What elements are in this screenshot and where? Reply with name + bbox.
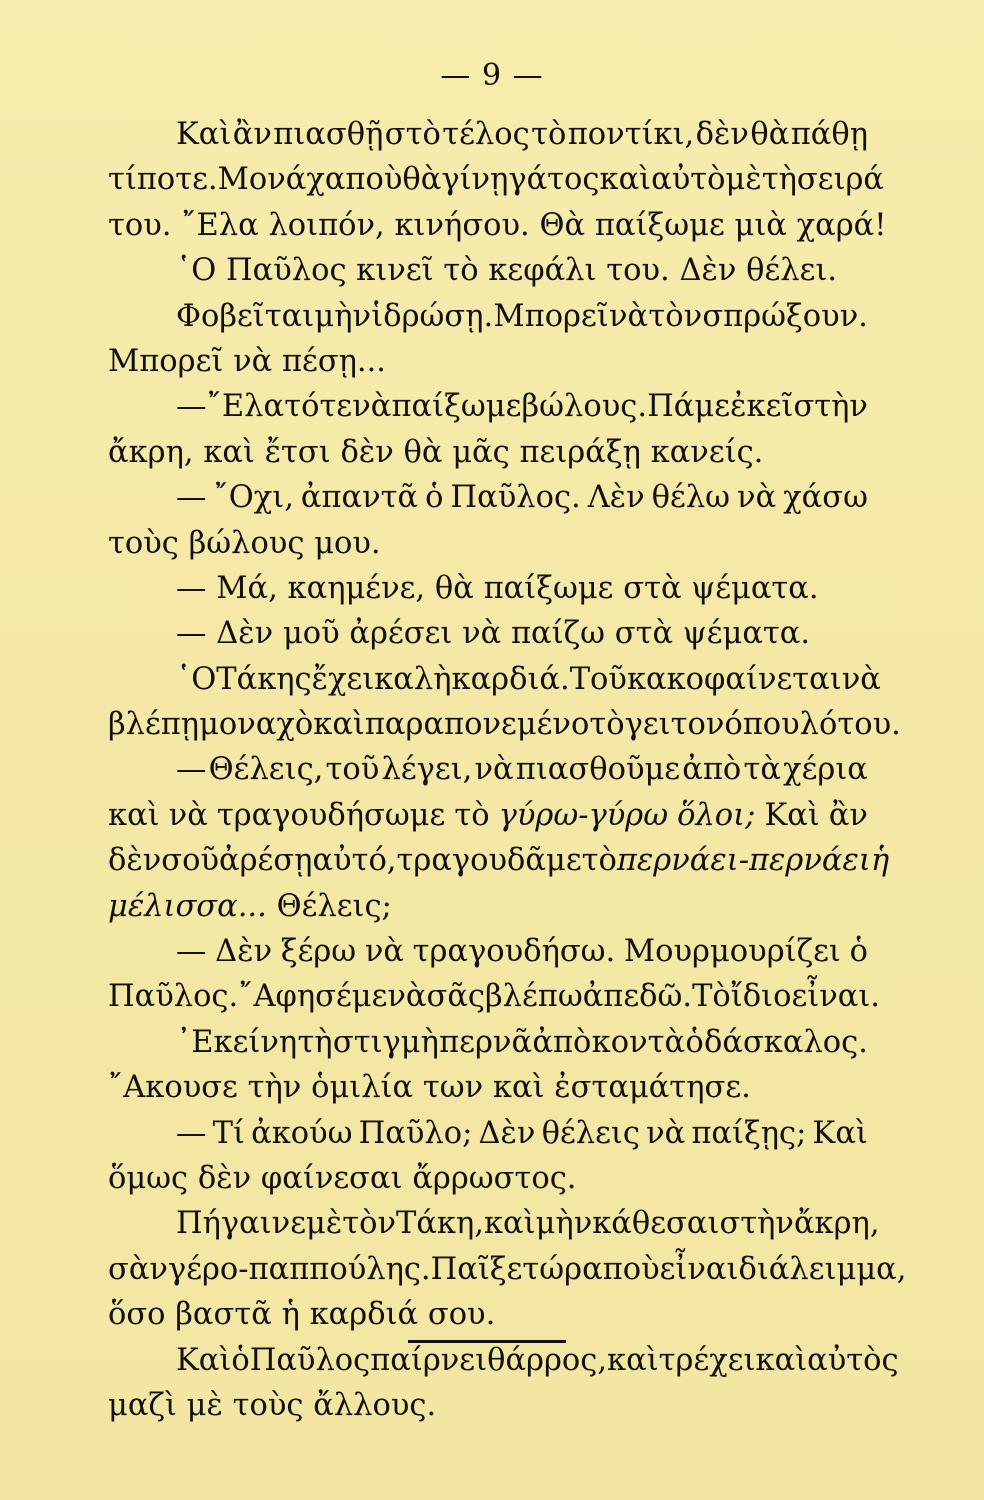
text-line: ὅσο βαστᾶ ἡ καρδιά σου. — [108, 1297, 496, 1333]
text-line: τίποτε. Μονάχα ποὺ θὰ γίνῃ γάτος καὶ αὐτὸ μὲ τὴ σειρά — [108, 162, 884, 198]
text-line: Φοβεῖται μὴν ἱδρώσῃ. Μπορεῖ νὰ τὸν σπρώξουν. — [176, 298, 868, 334]
text-line: ᾿Εκείνη τὴ στιγμὴ περνᾶ ἀπὸ κοντὰ ὁ δάσκαλος. — [176, 1024, 868, 1060]
text-line: Καὶ ἂν πιασθῇ στὸ τέλος τὸ ποντίκι, δὲν θὰ πάθῃ — [176, 117, 868, 152]
text-line: μέλισσα... Θέλεις; — [108, 888, 392, 924]
body-text — [108, 112, 907, 1428]
text-line: — Μά, καημένε, θὰ παίξωμε στὰ ψέματα. — [176, 570, 819, 606]
page-number: — 9 — — [440, 58, 544, 93]
text-line: βλέπῃ μοναχὸ καὶ παραπονεμένο τὸ γειτονόπουλό του. — [108, 707, 901, 743]
text-line: ἄκρη, καὶ ἔτσι δὲν θὰ μᾶς πειράξῃ κανείς. — [108, 434, 764, 470]
end-rule — [408, 1340, 566, 1343]
text-line: Παῦλος. ῎Αφησέ με νὰ σᾶς βλέπω ἀπεδῶ. Τὸ ἴδιο εἶναι. — [108, 979, 881, 1015]
text-line: καὶ νὰ τραγουδήσωμε τὸ γύρω-γύρω ὅλοι; Καὶ ἂν — [108, 797, 868, 833]
text-line: ὅμως δὲν φαίνεσαι ἄρρωστος. — [108, 1160, 577, 1196]
text-line: ῎Ακουσε τὴν ὁμιλία των καὶ ἐσταμάτησε. — [108, 1070, 751, 1106]
text-line: — Θέλεις, τοῦ λέγει, νὰ πιασθοῦμε ἀπὸ τὰ χέρια — [176, 752, 868, 788]
text-line: μαζὶ μὲ τοὺς ἄλλους. — [108, 1387, 437, 1423]
text-line: τοὺς βώλους μου. — [108, 525, 381, 561]
text-line: — ῎Οχι, ἀπαντᾶ ὁ Παῦλος. Λὲν θέλω νὰ χάσω — [176, 480, 868, 516]
text-line: σὰν γέρο-παππούλης. Παῖξε τώρα ποὺ εἶναι διάλειμμα, — [108, 1251, 907, 1287]
text-line: — Δὲν ξέρω νὰ τραγουδήσω. Μουρμουρίζει ὁ — [176, 934, 868, 970]
text-line: Μπορεῖ νὰ πέσῃ... — [108, 343, 386, 379]
text-line: — Δὲν μοῦ ἀρέσει νὰ παίζω στὰ ψέματα. — [176, 616, 811, 652]
text-line: του. ῎Ελα λοιπόν, κινήσου. Θὰ παίξωμε μιὰ χαρά! — [108, 207, 887, 243]
text-line: ῾Ο Παῦλος κινεῖ τὸ κεφάλι του. Δὲν θέλει. — [176, 253, 838, 289]
text-line: — Τί ἀκούω Παῦλο; Δὲν θέλεις νὰ παίξῃς; Καὶ — [176, 1115, 868, 1151]
text-line: δὲν σοῦ ἀρέσῃ αὐτό, τραγουδᾶμε τὸ περνάει-περνάει ἡ — [108, 843, 890, 879]
text-line: Πήγαινε μὲ τὸν Τάκη, καὶ μὴν κάθεσαι στὴν ἄκρη, — [176, 1206, 880, 1242]
text-line: — ῎Ελα τότε νὰ παίξωμε βώλους. Πάμε ἐκεῖ στὴν — [176, 389, 868, 425]
text-line: Καὶ ὁ Παῦλος παίρνει θάρρος, καὶ τρέχει καὶ αὐτὸς — [176, 1342, 899, 1378]
text-line: ῾Ο Τάκης ἔχει καλὴ καρδιά. Τοῦ κακοφαίνεται νὰ — [176, 661, 881, 697]
